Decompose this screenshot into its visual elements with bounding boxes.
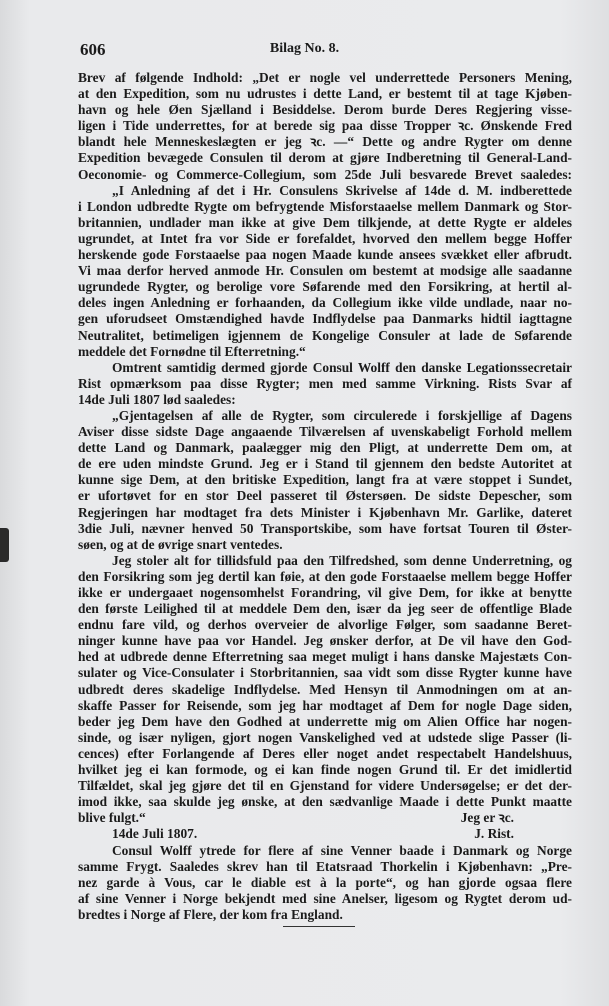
text-line: at den Expedition, som nu udrustes i dette Land, er bestemt til at tage Kjøben- bbox=[78, 86, 572, 102]
text-line: skaffe Passer for Reisende, som jeg har modtaget af Dem for nogle Dage siden, bbox=[78, 697, 572, 713]
text-line: af sine Venner i Norge bekjendt med sine Anelser, ligesom og Rygtet derom ud- bbox=[78, 890, 572, 906]
text-line: Vi maa derfor herved anmode Hr. Consulen om bestemt at modsige alle saadanne bbox=[78, 263, 572, 279]
text-line: den første Leilighed til at meddele Dem den, især da jeg seer de offentlige Blade bbox=[78, 601, 572, 617]
text-line: Expedition bevægede Consulen til derom at gjøre Indberetning til General-Land- bbox=[78, 150, 572, 166]
text-line: ugrundede Rygter, og berolige vore Søfarende med den Forsikring, at hertil al- bbox=[78, 279, 572, 295]
text-line: cences) efter Forlangende af Deres eller noget andet respectabelt Handelshuus, bbox=[78, 745, 572, 761]
text-line: sinde, og især nyligen, gjort nogen Vanskelighed ved at udstede slige Passer (li- bbox=[78, 729, 572, 745]
text-line: 14de Juli 1807 lød saaledes: bbox=[78, 391, 236, 407]
text-line: nez garde à Vous, car le diable est à la porte“, og han gjorde ogsaa flere bbox=[78, 874, 572, 890]
text-line: dette Land og Danmark, paalægger mig den Pligt, at underrette Dem om, at bbox=[78, 440, 572, 456]
text-line: britannien, undlader man ikke at give Dem tilkjende, at dette Rygte er aldeles bbox=[78, 214, 572, 230]
text-line: imod ikke, saa skulde jeg ønske, at den sædvanlige Maade i dette Punkt maatte bbox=[78, 794, 572, 810]
text-line: sulater og Vice-Consulater i Storbritannien, saa vidt som disse Rygter kunne have bbox=[78, 665, 572, 681]
text-line: Consul Wolff ytrede for flere af sine Venner baade i Danmark og Norge bbox=[112, 842, 572, 858]
text-line: søen, og at de øvrige snart ventedes. bbox=[78, 536, 283, 552]
text-line: hed at udbrede denne Efterretning saa meget muligt i hans danske Majestæts Con- bbox=[78, 649, 572, 665]
text-line: de ere uden mindste Grund. Jeg er i Stand til gjennem den bedste Autoritet at bbox=[78, 456, 572, 472]
text-line: er ufortøvet for en stor Deel passeret til Østersøen. De sidste Depescher, som bbox=[78, 488, 572, 504]
text-line: 3die Juli, nævner henved 50 Transportskibe, som have fortsat Touren til Øster- bbox=[78, 520, 572, 536]
page-number: 606 bbox=[80, 40, 106, 59]
text-line: herskende gode Forstaaelse paa nogen Maade kunde ansees svækket eller afbrudt. bbox=[78, 247, 572, 263]
signature-text: Jeg er ꝛc. bbox=[460, 810, 514, 826]
text-line: Jeg stoler alt for tillidsfuld paa den Tilfredshed, som denne Underretning, og bbox=[112, 552, 572, 568]
text-line: Neutralitet, betimeligen igjennem de Kongelige Consuler at lade de Søfarende bbox=[78, 327, 572, 343]
section-end-rule bbox=[283, 926, 355, 927]
text-line: „Gjentagelsen af alle de Rygter, som circulerede i forskjellige af Dagens bbox=[112, 407, 572, 423]
text-line: havn og hele Øen Sjælland i Besiddelse. Derom burde Deres Regjering visse- bbox=[78, 102, 572, 118]
running-head: Bilag No. 8. bbox=[269, 41, 340, 56]
text-line: samme Frygt. Saaledes skrev han til Etatsraad Thorkelin i Kjøbenhavn: „Pre- bbox=[78, 858, 572, 874]
text-line: Brev af følgende Indhold: „Det er nogle vel underrettede Personers Mening, bbox=[78, 70, 572, 85]
text-line: i London udbredte Rygte om befrygtende Misforstaaelse mellem Danmark og Stor- bbox=[78, 198, 572, 214]
text-line: gen uforudseet Omstændighed havde Indflydelse paa Danmarks hidtil iagttagne bbox=[78, 311, 572, 327]
text-line: udbredt deres skadelige Indflydelse. Med Hensyn til Anmodningen om at an- bbox=[78, 681, 572, 697]
text-line: ikke er undergaaet nogensomhelst Forandring, vil give Dem, for ikke at benytte bbox=[78, 585, 572, 600]
body-text bbox=[78, 70, 572, 923]
text-line: bredtes i Norge af Flere, der kom fra England. bbox=[78, 906, 343, 922]
text-line: Regjeringen har modtaget fra dets Minister i Kjøbenhavn Mr. Garlike, dateret bbox=[78, 504, 572, 520]
text-line: Aviser disse sidste Dage angaaende Tilværelsen af uvenskabeligt Forhold mellem bbox=[78, 424, 572, 440]
text-line bbox=[78, 826, 572, 842]
text-line: Oeconomie- og Commerce-Collegium, som 25de Juli besvarede Brevet saaledes: bbox=[78, 166, 572, 182]
signature-text: J. Rist. bbox=[474, 826, 514, 842]
text-line: deles ingen Anledning er forhaanden, da Collegium ikke vilde undlade, naar no- bbox=[78, 295, 572, 311]
text-line: meddele det Fornødne til Efterretning.“ bbox=[78, 343, 306, 359]
text-line: blandt hele Menneskeslægten er jeg ꝛc. —“ Dette og andre Rygter om denne bbox=[78, 134, 572, 150]
text-line bbox=[78, 810, 572, 826]
text-line-left: 14de Juli 1807. bbox=[112, 826, 198, 842]
binding-shadow bbox=[0, 528, 9, 562]
text-line: Rist opmærksom paa disse Rygter; men med samme Virkning. Rists Svar af bbox=[78, 375, 572, 391]
text-line: ugrundet, at Intet fra vor Side er forefaldet, hvorved den mellem begge Hoffer bbox=[78, 230, 572, 246]
text-line: den Forsikring som jeg dertil kan føie, at den gode Forstaaelse mellem begge Hoffer bbox=[78, 568, 572, 584]
text-line: hvilket jeg ei kan formode, og ei kan finde nogen Grund til. Er det imidlertid bbox=[78, 762, 572, 778]
text-line: „I Anledning af det i Hr. Consulens Skrivelse af 14de d. M. indberettede bbox=[112, 182, 572, 198]
text-line: beder jeg Dem have den Godhed at underrette mig om Alien Office har nogen- bbox=[78, 713, 572, 729]
text-line: Tilfældet, skal jeg gjøre det til en Gjenstand for videre Undersøgelse; er det der- bbox=[78, 778, 572, 794]
text-line: Omtrent samtidig dermed gjorde Consul Wolff den danske Legationssecretair bbox=[112, 359, 572, 375]
text-line: ninger kunne have paa vor Handel. Jeg ønsker derfor, at De vil have den God- bbox=[78, 633, 572, 649]
text-line-left: blive fulgt.“ bbox=[78, 810, 146, 826]
text-line: ligen i Tide underrettes, for at berede sig paa disse Tropper ꝛc. Ønskende Fred bbox=[78, 118, 572, 134]
text-line: endnu fare vild, og derhos overveier de alvorlige Følger, som saadanne Beret- bbox=[78, 617, 572, 633]
text-line: kunne sige Dem, at den britiske Expedition, langt fra at være stoppet i Sundet, bbox=[78, 472, 572, 488]
